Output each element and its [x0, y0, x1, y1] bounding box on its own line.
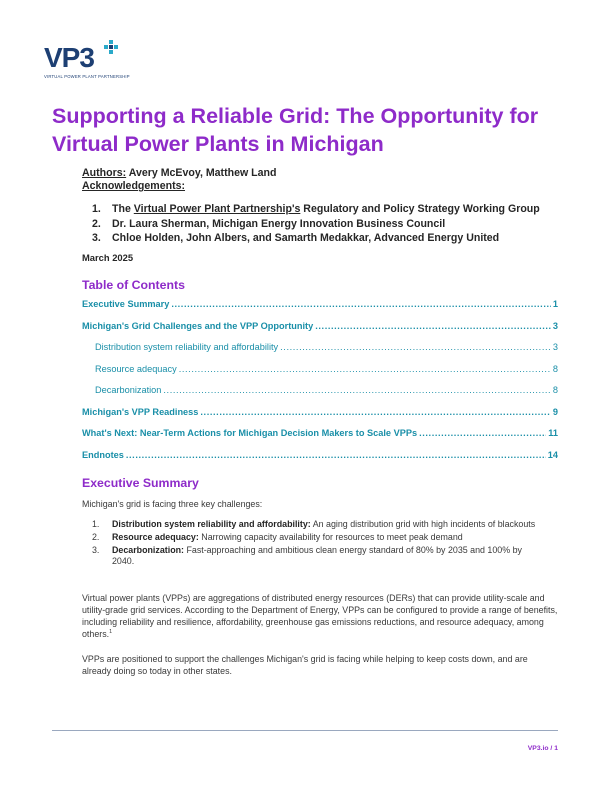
list-item: 1. Distribution system reliability and affordability: An aging distribution grid with high incidents of blackouts: [92, 519, 536, 529]
challenges-list: [92, 519, 546, 569]
document-title: Supporting a Reliable Grid: The Opportunity for Virtual Power Plants in Michigan: [52, 104, 539, 156]
vpp-partnership-link[interactable]: Virtual Power Plant Partnership's: [133, 203, 301, 215]
toc-entry-vpp-readiness[interactable]: Michigan's VPP Readiness ..... 9: [82, 407, 558, 429]
authors-block: [82, 167, 276, 193]
authors-label: Authors:: [82, 167, 127, 179]
table-of-contents: [82, 299, 558, 471]
toc-entry-distribution-reliability[interactable]: Distribution system reliability and affordability ..... 3: [82, 342, 558, 364]
list-item: 2. Dr. Laura Sherman, Michigan Energy Innovation Business Council: [92, 217, 446, 230]
logo-wordmark: VP3: [44, 42, 94, 73]
toc-entry-grid-challenges[interactable]: Michigan's Grid Challenges and the VPP Opportunity ..... 3: [82, 321, 558, 343]
vpp-definition-paragraph: Virtual power plants (VPPs) are aggregations of distributed energy resources (DERs) that can provide utility-scale and utility-grade grid services. According to the Department of Energy, VPPs can be configured to provide a range of benefits, including reliability and resilience, affordability, greenhouse gas emissions reductions, and resource adequacy, among others.$^1$: [82, 593, 558, 639]
authors-names: Avery McEvoy, Matthew Land: [128, 167, 277, 179]
list-item: 2. Resource adequacy: Narrowing capacity availability for resources to meet peak demand: [92, 531, 463, 542]
endnote-reference[interactable]: 1: [109, 629, 113, 636]
logo-tagline: VIRTUAL POWER PLANT PARTNERSHIP: [44, 74, 130, 79]
list-item: 3. Chloe Holden, John Albers, and Samarth Medakkar, Advanced Energy United: [92, 232, 500, 244]
toc-entry-executive-summary[interactable]: Executive Summary ..... 1: [82, 299, 558, 321]
vp3-logo: [44, 36, 134, 86]
toc-entry-whats-next[interactable]: What's Next: Near-Term Actions for Michigan Decision Makers to Scale VPPs ..... 11: [82, 428, 558, 450]
toc-entry-decarbonization[interactable]: Decarbonization ..... 8: [82, 385, 558, 407]
page-footer: VP3.io / 1: [527, 745, 558, 752]
list-item: 3. Decarbonization: Fast-approaching and ambitious clean energy standard of 80% by 2035 and 100% by 2040.: [92, 544, 522, 566]
vpp-positioning-paragraph: VPPs are positioned to support the challenges Michigan's grid is facing while helping to keep costs down, and are already doing so today in other states.: [82, 654, 528, 676]
acknowledgements-list: [92, 202, 540, 246]
toc-entry-resource-adequacy[interactable]: Resource adequacy ..... 8: [82, 364, 558, 386]
acknowledgements-label: Acknowledgements:: [82, 180, 186, 192]
executive-summary-heading: Executive Summary: [82, 476, 199, 490]
footer-divider: [52, 730, 558, 731]
toc-heading: Table of Contents: [82, 278, 185, 292]
summary-intro: Michigan's grid is facing three key challenges:: [82, 499, 263, 509]
publication-date: March 2025: [82, 252, 134, 263]
toc-entry-endnotes[interactable]: Endnotes ..... 14: [82, 450, 558, 472]
list-item: 1. The Virtual Power Plant Partnership's Regulatory and Policy Strategy Working Group: [92, 203, 540, 215]
plus-icon: [104, 40, 118, 54]
